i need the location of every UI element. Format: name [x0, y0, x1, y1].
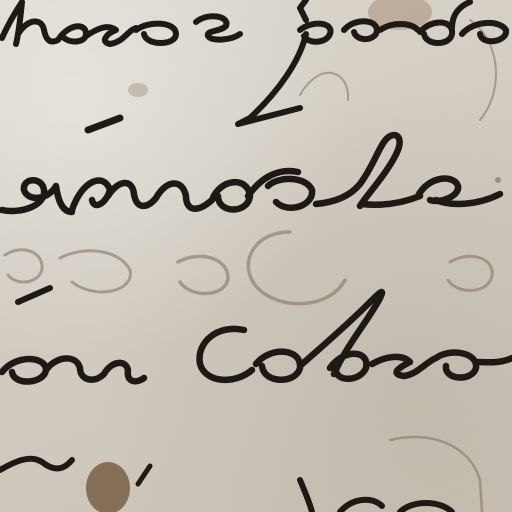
stain-dot-right — [495, 177, 501, 183]
handwriting-line-3 — [2, 292, 512, 381]
handwriting-line-1 — [2, 0, 506, 124]
bleed-through-script — [5, 20, 496, 512]
bleed-arc-6 — [390, 437, 482, 512]
bleed-loop-5 — [448, 256, 492, 290]
stain-bottom-left — [86, 462, 130, 512]
partial-stroke-left — [0, 459, 72, 470]
word-le — [316, 135, 500, 206]
word-cobza — [200, 292, 512, 380]
word-on — [2, 358, 144, 381]
partial-stroke-tick — [138, 466, 150, 484]
bleed-loop-3 — [178, 256, 228, 293]
paper-stains — [86, 0, 501, 512]
bleed-arc-8 — [300, 73, 348, 100]
bleed-loop-1 — [5, 250, 42, 282]
partial-stroke-right — [300, 480, 452, 512]
handwriting-line-2 — [2, 135, 500, 212]
stain-small-dot — [128, 83, 148, 97]
handwriting-line-4-partial — [0, 459, 452, 512]
word-hezos — [2, 2, 240, 44]
bleed-loop-2 — [60, 251, 130, 292]
bleed-curve-4 — [248, 232, 345, 304]
word-siendo — [2, 171, 312, 212]
accent-mark-1 — [88, 118, 120, 130]
accent-mark-2 — [18, 288, 50, 302]
